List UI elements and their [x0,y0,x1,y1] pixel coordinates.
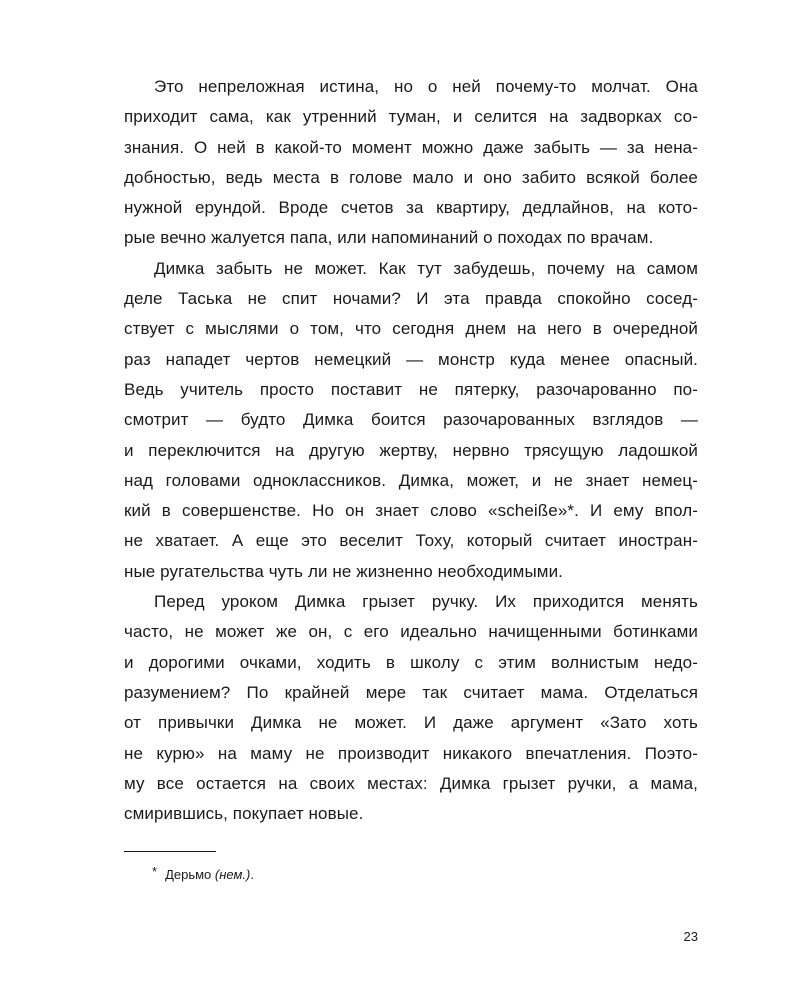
text-line: смотрит — будто Димка боится разочарованных взглядов — [124,410,698,430]
footnote-divider [124,851,216,852]
text-line: не курю» на маму не производит никакого впечатления. Поэто- [124,743,698,763]
text-line: и переключится на другую жертву, нервно трясущую ладошкой [124,440,698,460]
paragraph [124,587,698,829]
text-line: от привычки Димка не может. И даже аргумент «Зато хоть [124,713,698,733]
footnote-end: . [250,867,254,882]
footnote-text: Дерьмо [165,867,215,882]
text-line: приходит сама, как утренний туман, и селится на задворках со- [124,107,698,127]
text-line: рые вечно жалуется папа, или напоминаний о походах по врачам. [124,228,654,248]
text-line: нужной ерундой. Вроде счетов за квартиру, дедлайнов, на кото- [124,198,698,218]
text-line: разумением? По крайней мере так считает мама. Отделаться [124,682,698,702]
footnote-mark: * [152,864,158,879]
text-line: Это непреложная истина, но о ней почему-то молчат. Она [154,77,698,96]
text-line: смирившись, покупает новые. [124,804,364,824]
text-line: раз нападет чертов немецкий — монстр куда менее опасный. [124,349,698,369]
text-line: Перед уроком Димка грызет ручку. Их приходится менять [154,592,698,612]
text-line: му все остается на своих местах: Димка грызет ручки, а мама, [124,773,698,793]
footnote-language: (нем.) [214,867,251,882]
text-line: часто, не может же он, с его идеально начищенными ботинками [124,622,698,642]
paragraph [124,254,698,587]
text-line: знания. О ней в какой-то момент можно даже забыть — за нена- [124,137,698,157]
footnote [152,866,254,884]
body-text [124,72,698,829]
paragraph [124,72,698,254]
text-line: и дорогими очками, ходить в школу с этим волнистым недо- [124,652,698,672]
text-line: ные ругательства чуть ли не жизненно необходимыми. [124,561,563,581]
text-line: деле Таська не спит ночами? И эта правда спокойно сосед- [124,289,698,309]
text-line: добностью, ведь места в голове мало и оно забито всякой более [124,167,698,187]
text-line: Димка забыть не может. Как тут забудешь, почему на самом [154,258,698,278]
text-line: ствует с мыслями о том, что сегодня днем на него в очередной [124,319,698,339]
text-line: над головами одноклассников. Димка, может, и не знает немец- [124,470,698,490]
text-line: кий в совершенстве. Но он знает слово «scheiße»*. И ему впол- [124,501,698,521]
text-line: Ведь учитель просто поставит не пятерку, разочарованно по- [124,379,698,399]
page-number: 23 [683,929,698,944]
text-line: не хватает. А еще это веселит Тоху, который считает иностран- [124,531,698,551]
